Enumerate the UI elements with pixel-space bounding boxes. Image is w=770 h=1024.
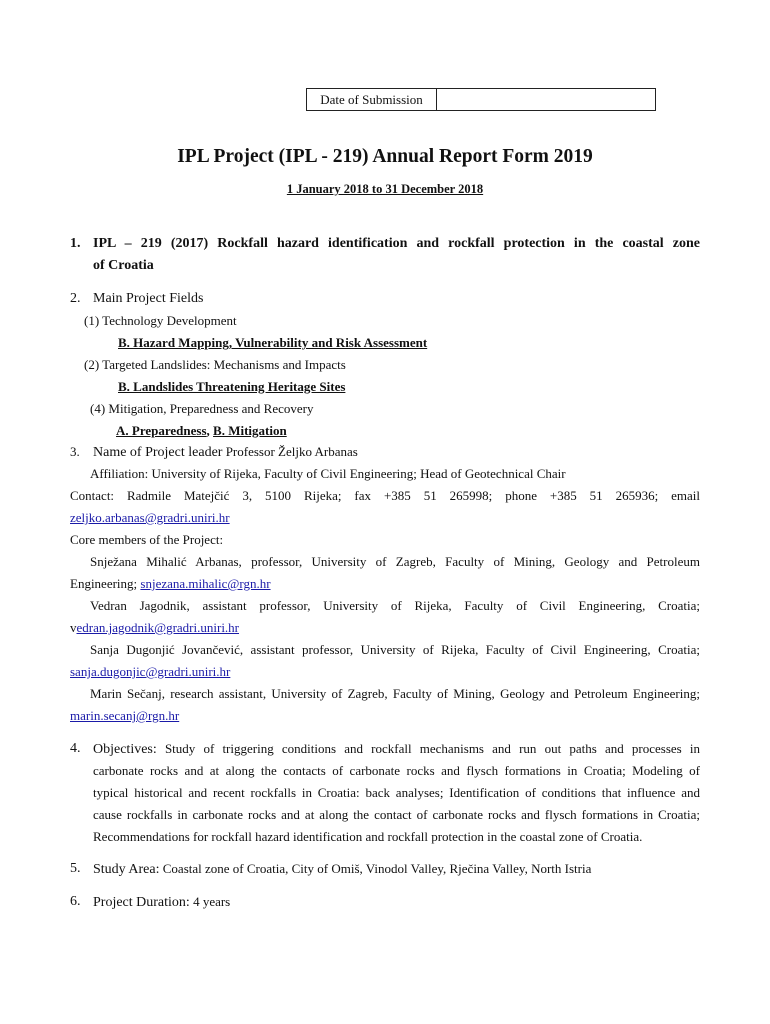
section-4-number: 4. (70, 741, 81, 756)
section-5-heading: Study Area: (93, 862, 160, 877)
objectives-line2: carbonate rocks and at along the contacts of carbonate rocks and flysch formations in Croatia; Modeling of (93, 763, 700, 778)
member-2-line1: Vedran Jagodnik, assistant professor, University of Rijeka, Faculty of Civil Engineering, Croatia; (90, 598, 700, 613)
objectives-line5: Recommendations for rockfall hazard identification and rockfall protection in the coastal zone of Croatia. (93, 829, 643, 844)
project-duration-line (93, 891, 230, 914)
member-3-email-link[interactable]: sanja.dugonjic@gradri.uniri.hr (70, 664, 231, 679)
field-3: (4) Mitigation, Preparedness and Recovery (90, 401, 314, 416)
field-1-sub: B. Hazard Mapping, Vulnerability and Risk Assessment (118, 335, 428, 350)
contact-email-link[interactable]: zeljko.arbanas@gradri.uniri.hr (70, 510, 230, 525)
objectives-text-1: Study of triggering conditions and rockfall mechanisms and run out paths and processes in (164, 741, 701, 756)
project-leader-name: Professor Željko Arbanas (225, 444, 358, 459)
member-1-dept-end: Engineering; (70, 576, 141, 591)
field-3-sub-b: B. Mitigation (213, 423, 287, 438)
section-2-number: 2. (70, 291, 81, 306)
core-members-label: Core members of the Project: (70, 532, 224, 547)
section-3-number: 3. (70, 444, 80, 459)
member-4-email-link[interactable]: marin.secanj@rgn.hr (70, 708, 180, 723)
member-4-line1: Marin Sečanj, research assistant, University of Zagreb, Faculty of Mining, Geology and Petroleum Engineering; (90, 686, 700, 701)
member-2-email-prefix: v (70, 620, 77, 635)
member-1-line2 (70, 573, 271, 595)
objectives-line3: typical historical and recent rockfalls in Croatia: back analyses; Identification of conditions that influence and (93, 785, 700, 800)
section-2-heading: Main Project Fields (93, 291, 204, 306)
section-4-heading: Objectives: (93, 742, 157, 757)
date-of-submission-label: Date of Submission (307, 89, 437, 110)
study-area-line (93, 858, 591, 881)
section-3-heading-line (93, 441, 358, 464)
section-1-title-line2: of Croatia (93, 258, 154, 273)
section-5-number: 5. (70, 861, 81, 876)
field-3-sub (116, 420, 287, 442)
contact-email-line (70, 507, 230, 529)
section-1-number: 1. (70, 236, 81, 251)
report-period: 1 January 2018 to 31 December 2018 (286, 182, 484, 196)
member-4-line2 (70, 705, 179, 727)
section-3-heading: Name of Project leader (93, 445, 223, 460)
field-3-sub-a: A. Preparedness (116, 423, 207, 438)
field-2-sub: B. Landslides Threatening Heritage Sites (118, 379, 346, 394)
page-title: IPL Project (IPL - 219) Annual Report Form 2019 (177, 146, 593, 167)
date-of-submission-field[interactable] (437, 89, 655, 110)
member-1-email-link[interactable]: snjezana.mihalic@rgn.hr (140, 576, 271, 591)
member-3-line2 (70, 661, 230, 683)
member-3-line1: Sanja Dugonjić Jovančević, assistant professor, University of Rijeka, Faculty of Civil Engineering, Croatia; (90, 642, 700, 657)
field-1: (1) Technology Development (84, 313, 237, 328)
section-1-title-line1: IPL – 219 (2017) Rockfall hazard identification and rockfall protection in the coastal zone (93, 236, 700, 251)
study-area-text: Coastal zone of Croatia, City of Omiš, Vinodol Valley, Rječina Valley, North Istria (162, 861, 592, 876)
section-6-heading: Project Duration: (93, 895, 190, 910)
member-1-line1: Snježana Mihalić Arbanas, professor, University of Zagreb, Faculty of Mining, Geology and Petroleum (90, 554, 700, 569)
member-2-email-link[interactable]: edran.jagodnik@gradri.uniri.hr (76, 620, 240, 635)
field-3-sub-sep: , (206, 423, 214, 438)
contact: Contact: Radmile Matejčić 3, 5100 Rijeka; fax +385 51 265998; phone +385 51 265936; email (70, 488, 700, 503)
objectives-line4: cause rockfalls in carbonate rocks and at along the contact of carbonate rocks and flysch formations in Croatia; (93, 807, 700, 822)
objectives-line1 (93, 738, 700, 761)
affiliation: Affiliation: University of Rijeka, Faculty of Civil Engineering; Head of Geotechnical Chair (90, 466, 566, 481)
date-of-submission-box (306, 88, 656, 111)
section-6-number: 6. (70, 894, 81, 909)
field-2: (2) Targeted Landslides: Mechanisms and Impacts (84, 357, 346, 372)
project-duration-text: 4 years (193, 894, 231, 909)
member-2-line2 (70, 617, 239, 639)
